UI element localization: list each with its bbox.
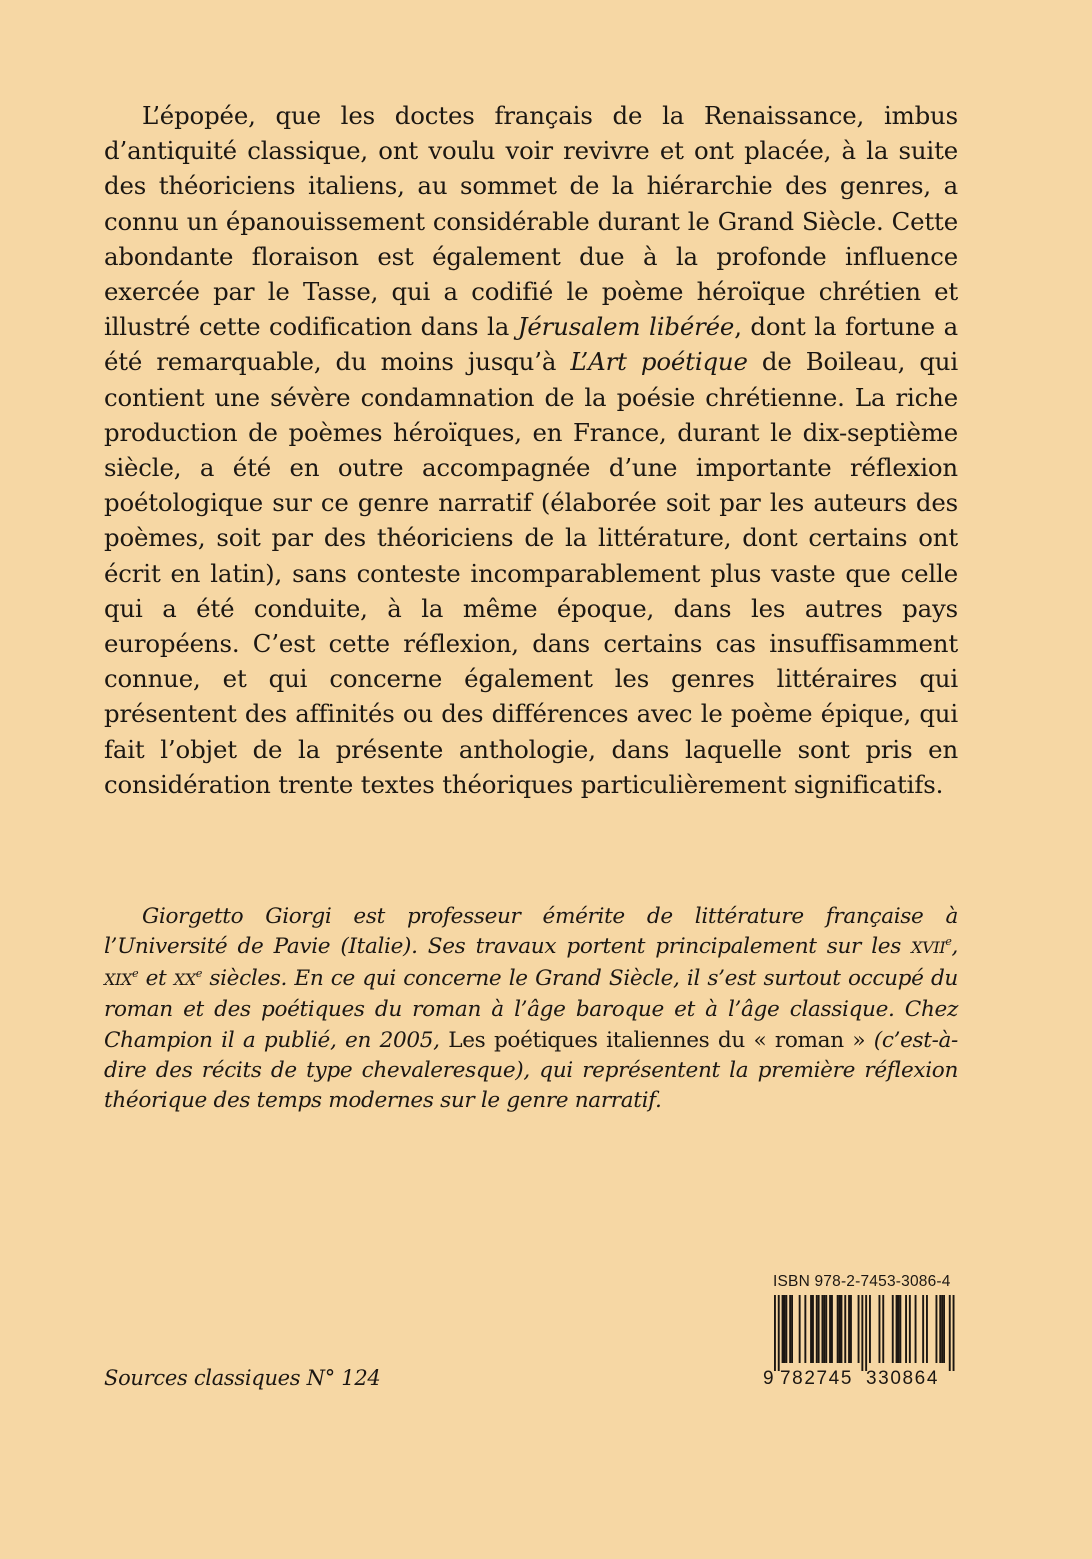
barcode-bar: [869, 1295, 871, 1363]
title-jerusalem-liberee: Jérusalem libérée: [517, 312, 735, 342]
barcode-bar: [892, 1295, 894, 1363]
barcode-bar: [818, 1295, 820, 1363]
barcode-bar: [785, 1295, 787, 1363]
barcode-bar: [841, 1295, 843, 1363]
barcode-bar: [789, 1295, 791, 1363]
barcode-bar: [784, 1295, 786, 1363]
barcode-bar: [899, 1295, 901, 1363]
bio-text-1: Giorgetto Giorgi est professeur émérite de littérature française à l’Université de Pavie (Italie). Ses travaux portent principalement sur les: [104, 904, 958, 960]
main-description: [104, 98, 958, 802]
century-17: XVII: [911, 938, 946, 958]
barcode-bar: [953, 1295, 955, 1371]
barcode-digit-first: 9: [763, 1368, 776, 1389]
barcode-bar: [799, 1295, 801, 1363]
barcode-bar: [804, 1295, 806, 1363]
bio-sep-1: ,: [951, 934, 958, 960]
description-text-2: , dont la fortune a été remarquable, du moins jusqu’à: [104, 312, 958, 377]
barcode-bar: [825, 1295, 827, 1363]
barcode-bar: [861, 1295, 863, 1371]
barcode-digits-right: 330864: [866, 1368, 940, 1389]
barcode-bar: [810, 1295, 812, 1363]
barcode-bar: [837, 1295, 839, 1363]
barcode-bar: [829, 1295, 831, 1363]
barcode-bar: [879, 1295, 881, 1363]
barcode-bar: [782, 1295, 784, 1363]
century-20: XX: [173, 969, 196, 989]
bio-text-2: siècles. En ce qui concerne le Grand Siècle, il s’est surtout occupé du roman et des poétiques du roman à l’âge baroque et à l’âge classique. Chez Champion il a publié, en 2005,: [104, 965, 958, 1053]
series-label: Sources classiques N° 124: [104, 1366, 381, 1390]
barcode-bar: [865, 1295, 867, 1371]
barcode-bar: [791, 1295, 793, 1363]
barcode-bar: [831, 1295, 833, 1363]
description-text-1: L’épopée, que les doctes français de la Renaissance, imbus d’antiquité classique, ont voulu voir revivre et ont placée, à la suite des théoriciens italiens, au sommet de la hiérarchie des genres, a connu un épanouissement considérable durant le Grand Siècle. Cette abondante floraison est également due à la profonde influence exercée par le Tasse, qui a codifié le poème héroïque chrétien et illustré cette codification dans la: [104, 101, 958, 342]
bio-sep-2: et: [138, 965, 174, 991]
barcode-bar: [822, 1295, 824, 1363]
barcode-bar: [848, 1295, 850, 1363]
barcode-bar: [939, 1295, 941, 1363]
barcode-bar: [812, 1295, 814, 1363]
barcode-bar: [858, 1295, 860, 1363]
barcode-bar: [896, 1295, 898, 1363]
barcode-bar: [816, 1295, 818, 1363]
century-17-sup: e: [945, 935, 952, 949]
barcode-bar: [909, 1295, 911, 1363]
barcode-bar: [823, 1295, 825, 1363]
barcode-bar: [922, 1295, 924, 1363]
barcode-bar: [898, 1295, 900, 1363]
barcode-bars: [763, 1295, 963, 1371]
barcode-bar: [936, 1295, 938, 1363]
barcode-bar: [778, 1295, 780, 1371]
bio-text-3: (c’est-à-dire des récits de type chevaleresque), qui représentent la première réflexion théorique des temps modernes sur le genre narratif.: [104, 1027, 958, 1114]
barcode-bar: [850, 1295, 852, 1363]
barcode-bar: [915, 1295, 917, 1363]
barcode-bar: [926, 1295, 928, 1363]
description-text-3: de Boileau, qui contient une sévère condamnation de la poésie chrétienne. La riche production de poèmes héroïques, en France, durant le dix-septième siècle, a été en outre accompagnée d’une importante réflexion poétologique sur ce genre narratif (élaborée soit par les auteurs des poèmes, soit par des théoriciens de la littérature, dont certains ont écrit en latin), sans conteste incomparablement plus vaste que celle qui a été conduite, à la même époque, dans les autres pays européens. C’est cette réflexion, dans certains cas insuffisamment connue, et qui concerne également les genres littéraires qui présentent des affinités ou des différences avec le poème épique, qui fait l’objet de la présente anthologie, dans laquelle sont pris en considération trente textes théoriques particulièrement significatifs.: [104, 347, 958, 799]
barcode-digits-left: 782745: [780, 1368, 854, 1389]
author-bio: [104, 902, 958, 1117]
barcode-bar: [943, 1295, 945, 1363]
book-title-poetiques: Les poétiques italiennes du « roman »: [448, 1027, 866, 1053]
century-19-sup: e: [132, 966, 139, 980]
barcode-bar: [844, 1295, 846, 1363]
barcode-bar: [774, 1295, 776, 1371]
isbn-barcode: [763, 1273, 963, 1397]
barcode-bar: [949, 1295, 951, 1371]
century-20-sup: e: [195, 966, 202, 980]
barcode-bar: [941, 1295, 943, 1363]
barcode-bar: [882, 1295, 884, 1363]
barcode-bar: [839, 1295, 841, 1363]
century-19: XIX: [104, 969, 133, 989]
barcode-bar: [905, 1295, 907, 1363]
isbn-number: ISBN 978-2-7453-3086-4: [773, 1273, 951, 1290]
title-art-poetique: L’Art poétique: [570, 347, 748, 377]
